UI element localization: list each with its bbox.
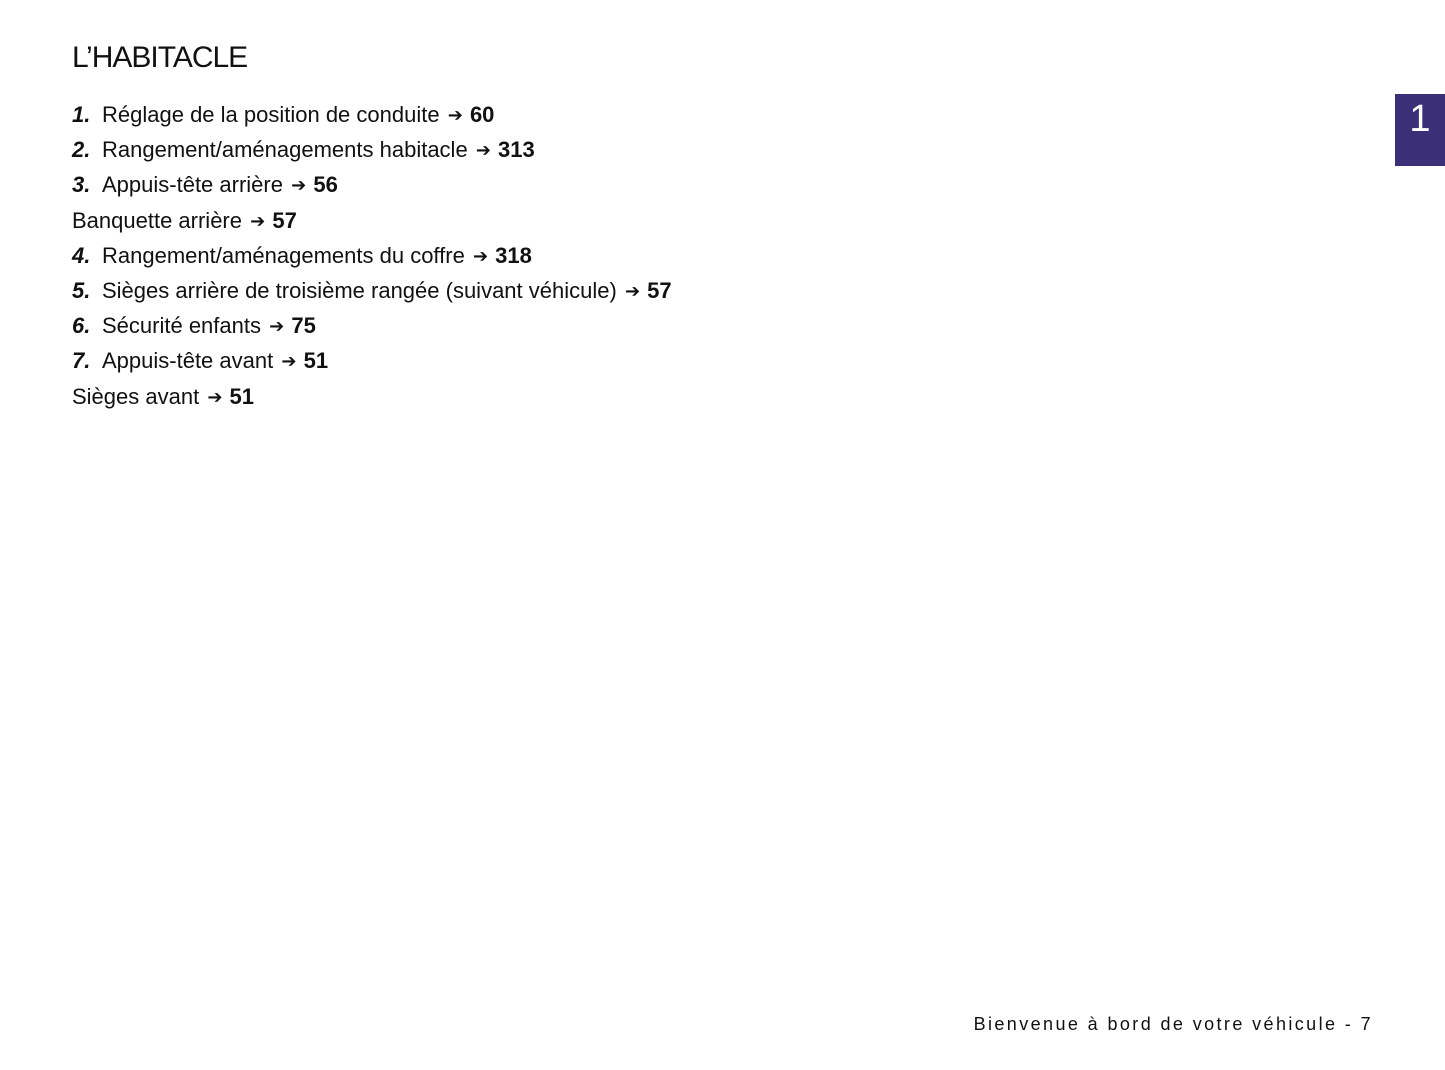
toc-item-number: 3. xyxy=(72,172,91,198)
toc-item-page[interactable]: 57 xyxy=(647,277,672,303)
toc-item-page[interactable]: 51 xyxy=(303,348,329,374)
toc-item-banquette[interactable] xyxy=(72,203,672,238)
toc-item-6[interactable] xyxy=(72,308,672,343)
toc-item-label: Appuis-tête arrière xyxy=(102,172,283,198)
page-footer: Bienvenue à bord de votre véhicule - 7 xyxy=(973,1014,1373,1034)
arrow-right-icon: ➔ xyxy=(250,210,266,231)
arrow-right-icon: ➔ xyxy=(447,105,463,125)
toc-item-page[interactable]: 51 xyxy=(229,383,255,409)
page-title: L’HABITACLE xyxy=(72,41,248,74)
arrow-right-icon: ➔ xyxy=(472,245,489,266)
toc-item-label: Appuis-tête avant xyxy=(102,348,274,374)
toc-item-number: 4. xyxy=(72,242,91,268)
toc-item-7[interactable] xyxy=(72,343,672,378)
toc-item-5[interactable] xyxy=(72,273,672,308)
toc-item-page[interactable]: 318 xyxy=(495,242,532,268)
toc-item-page[interactable]: 75 xyxy=(291,313,316,339)
arrow-right-icon: ➔ xyxy=(624,280,641,301)
chapter-tab[interactable]: 1 xyxy=(1395,94,1445,166)
toc-item-number: 6. xyxy=(72,313,91,339)
toc-item-label: Sécurité enfants xyxy=(102,313,261,339)
toc-item-page[interactable]: 57 xyxy=(272,207,297,233)
toc-item-3[interactable] xyxy=(72,167,672,202)
toc-item-number: 5. xyxy=(72,277,91,303)
arrow-right-icon: ➔ xyxy=(207,386,223,407)
arrow-right-icon: ➔ xyxy=(281,351,297,372)
arrow-right-icon: ➔ xyxy=(475,140,491,161)
toc-item-label: Sièges avant xyxy=(72,383,200,409)
arrow-right-icon: ➔ xyxy=(269,316,285,337)
table-of-contents xyxy=(72,97,672,414)
toc-item-label: Sièges arrière de troisième rangée (suivant véhicule) xyxy=(102,277,617,303)
toc-item-1[interactable] xyxy=(72,97,672,132)
toc-item-number: 7. xyxy=(72,348,91,374)
toc-item-4[interactable] xyxy=(72,238,672,273)
toc-item-page[interactable]: 56 xyxy=(313,172,338,198)
toc-item-number: 1. xyxy=(72,102,91,127)
toc-item-number: 2. xyxy=(72,137,91,163)
toc-item-2[interactable] xyxy=(72,132,672,167)
toc-item-label: Banquette arrière xyxy=(72,207,242,233)
toc-item-label: Réglage de la position de conduite xyxy=(102,102,440,127)
toc-item-page[interactable]: 313 xyxy=(498,137,535,163)
toc-item-label: Rangement/aménagements habitacle xyxy=(102,137,468,163)
toc-item-page[interactable]: 60 xyxy=(469,102,495,127)
toc-item-sieges-avant[interactable] xyxy=(72,379,672,414)
toc-item-label: Rangement/aménagements du coffre xyxy=(102,242,465,268)
arrow-right-icon: ➔ xyxy=(291,175,307,196)
